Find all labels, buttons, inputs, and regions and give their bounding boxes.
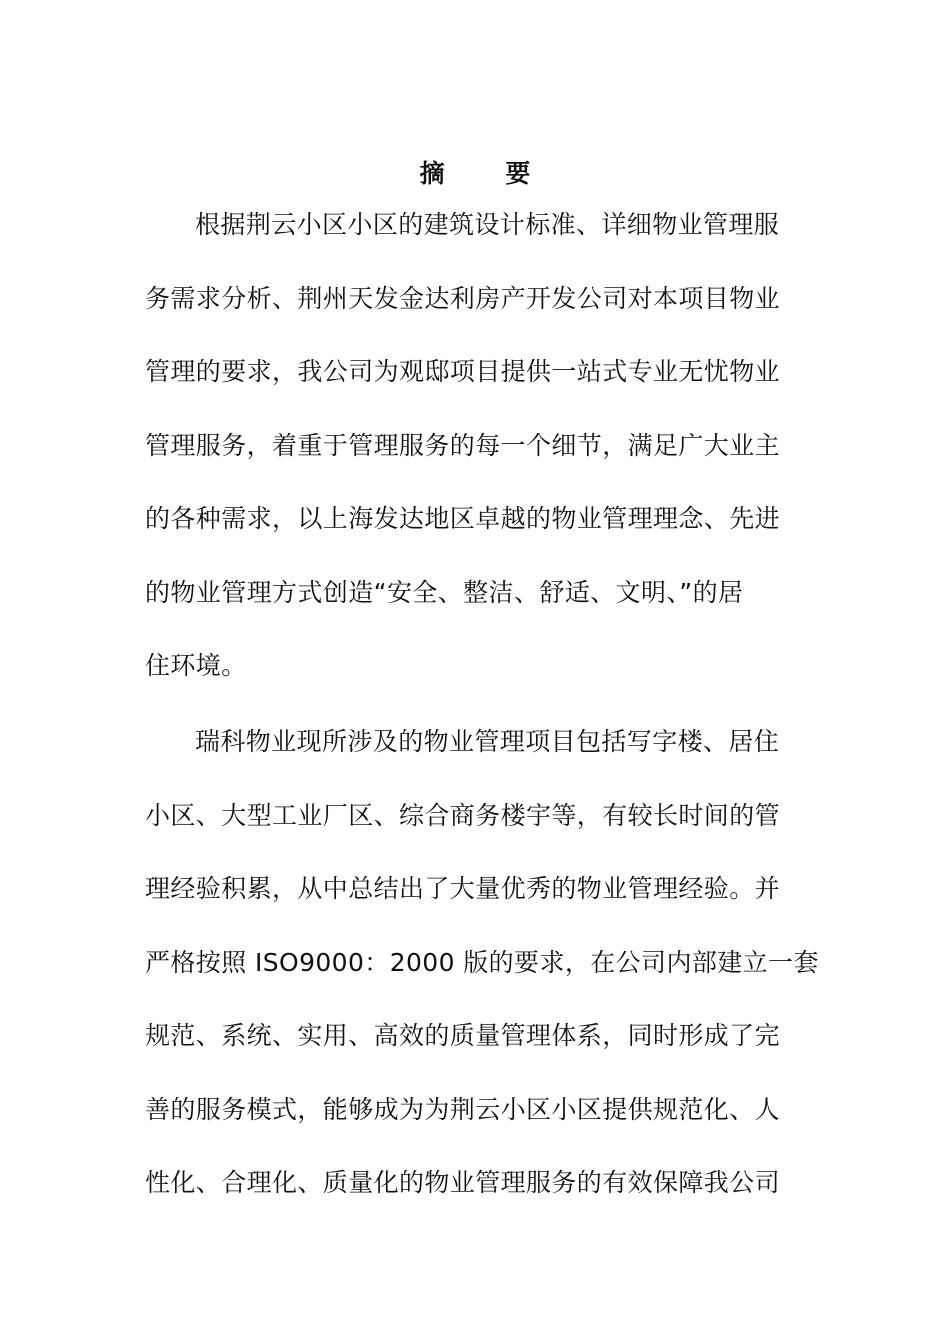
paragraph-1-line-6: 的物业管理方式创造“安全、整洁、舒适、文明、”的居: [145, 577, 744, 607]
paragraph-1-line-1: 根据荆云小区小区的建筑设计标准、详细物业管理服: [195, 210, 780, 239]
paragraph-2-line-5: 规范、系统、实用、高效的质量管理体系，同时形成了完: [145, 1021, 781, 1050]
paragraph-2: [145, 705, 819, 1220]
paragraph-1-line-3: 管理的要求，我公司为观邸项目提供一站式专业无忧物业: [145, 357, 781, 386]
paragraph-1-line-5: 的各种需求，以上海发达地区卓越的物业管理理念、先进: [145, 504, 781, 533]
paragraph-1: [145, 188, 810, 703]
paragraph-2-line-4: 严格按照 ISO9000：2000 版的要求，在公司内部建立一套: [145, 947, 819, 977]
paragraph-2-line-6: 善的服务模式，能够成为为荆云小区小区提供规范化、人: [145, 1094, 781, 1124]
paragraph-2-line-3: 理经验积累，从中总结出了大量优秀的物业管理经验。并: [145, 874, 781, 903]
paragraph-1-line-4: 管理服务，着重于管理服务的每一个细节，满足广大业主: [145, 430, 781, 460]
paragraph-2-line-1: 瑞科物业现所涉及的物业管理项目包括写字楼、居住: [195, 727, 780, 756]
paragraph-2-line-7: 性化、合理化、质量化的物业管理服务的有效保障我公司: [145, 1168, 781, 1197]
page-title: 摘 要: [419, 159, 557, 188]
paragraph-2-line-2: 小区、大型工业厂区、综合商务楼宇等，有较长时间的管: [145, 800, 781, 830]
paragraph-1-line-7: 住环境。: [145, 651, 247, 680]
paragraph-1-line-2: 务需求分析、荆州天发金达利房产开发公司对本项目物业: [145, 283, 781, 313]
